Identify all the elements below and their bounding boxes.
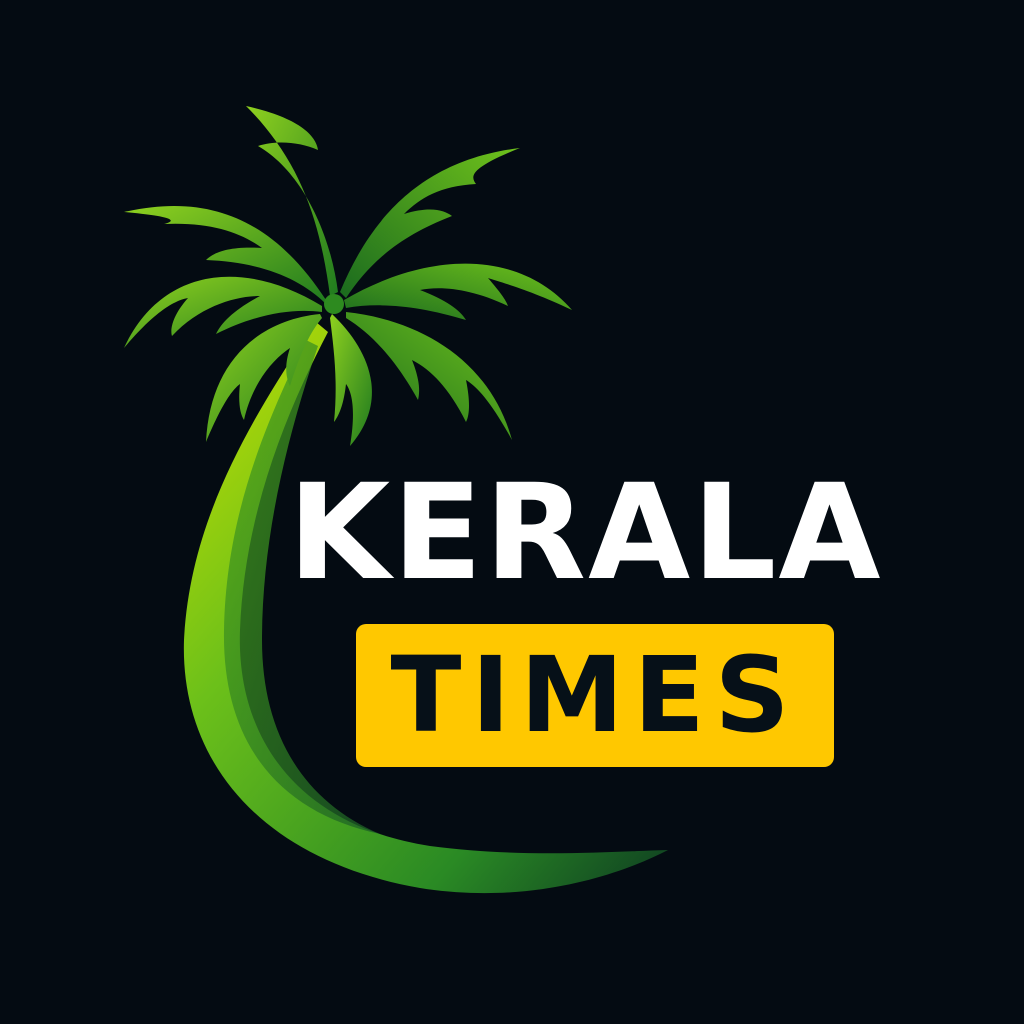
palm-leaves (124, 106, 572, 446)
logo-title: KERALA (288, 456, 883, 610)
logo-subtitle: TIMES (390, 634, 800, 756)
logo-subtitle-badge (356, 624, 834, 767)
